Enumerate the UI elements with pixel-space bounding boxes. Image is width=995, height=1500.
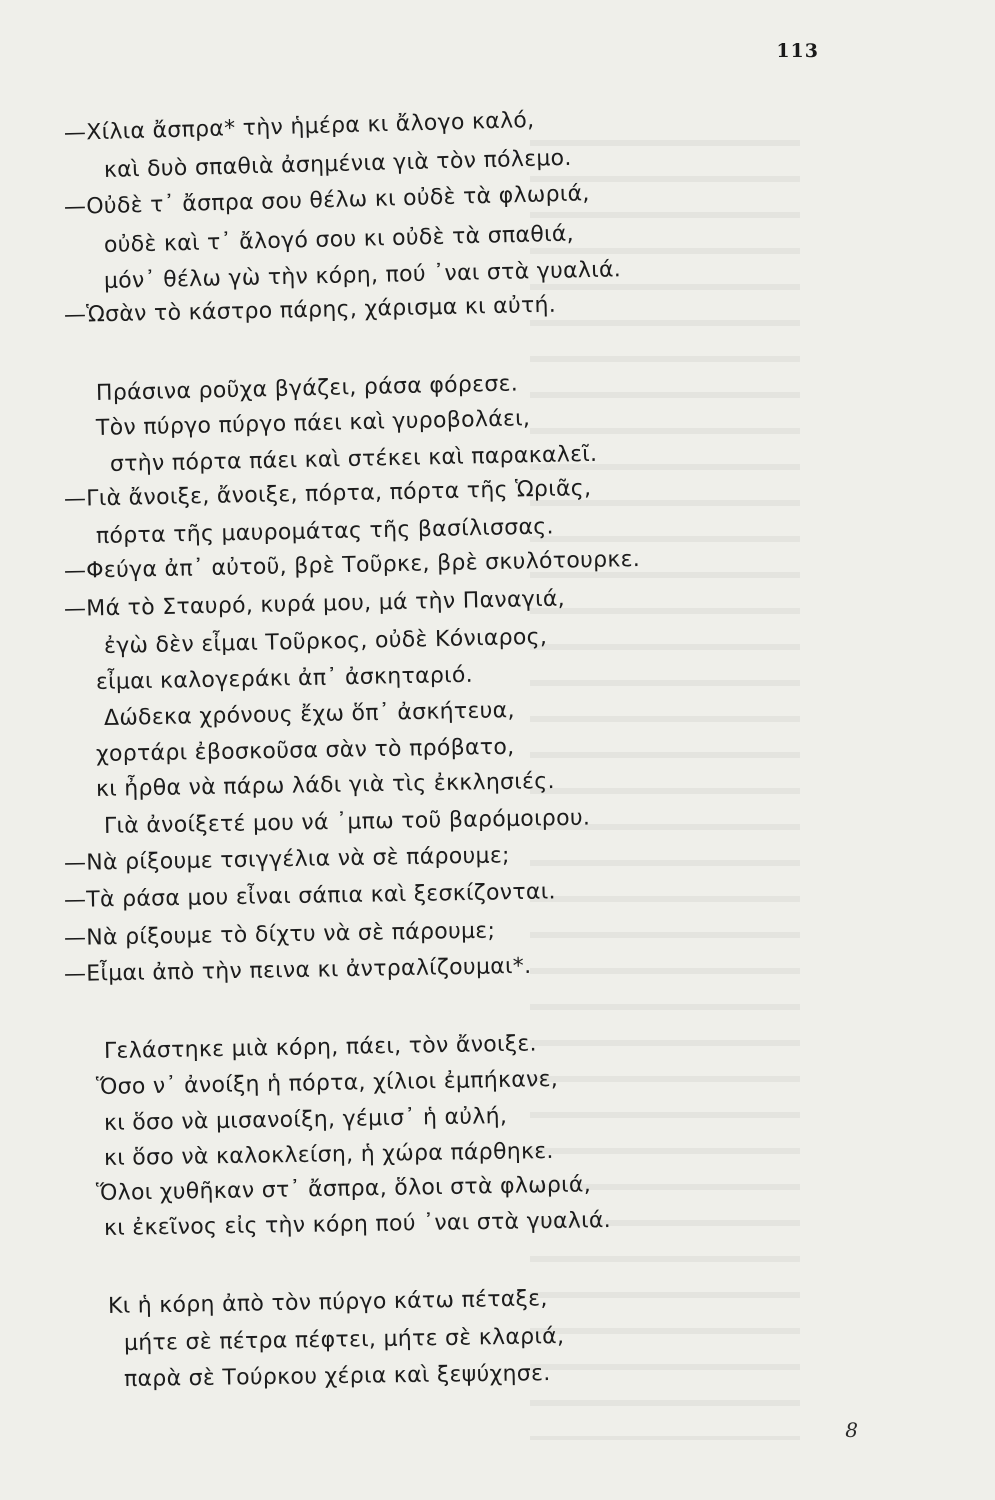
poem-line: —Οὐδὲ τ᾿ ἄσπρα σου θέλω κι οὐδὲ τὰ φλωριά, (63, 181, 590, 220)
poem-line: Δώδεκα χρόνους ἔχω ὅπ᾿ ἀσκήτευα, (103, 698, 515, 731)
poem-line: οὐδὲ καὶ τ᾿ ἄλογό σου κι οὐδὲ τὰ σπαθιά, (103, 221, 575, 258)
poem-line: εἶμαι καλογεράκι ἀπ᾿ ἀσκηταριό. (95, 662, 474, 695)
poem-line: στὴν πόρτα πάει καὶ στέκει καὶ παρακαλεῖ. (109, 441, 598, 477)
poem-line: κι ἦρθα νὰ πάρω λάδι γιὰ τὶς ἐκκλησιές. (95, 768, 555, 802)
poem-line: —Ὡσὰν τὸ κάστρο πάρης, χάρισμα κι αὐτή. (63, 292, 557, 328)
poem-line: —Γιὰ ἄνοιξε, ἄνοιξε, πόρτα, πόρτα τῆς Ὡριᾶς, (63, 475, 592, 512)
poem-line: —Μά τὸ Σταυρό, κυρά μου, μά τὴν Παναγιά, (63, 586, 566, 622)
poem-line: —Χίλια ἄσπρα* τὴν ἡμέρα κι ἄλογο καλό, (63, 107, 535, 146)
poem-line: χορτάρι ἐβοσκοῦσα σὰν τὸ πρόβατο, (95, 734, 515, 767)
poem-line: —Τὰ ράσα μου εἶναι σάπια καὶ ξεσκίζονται. (63, 879, 556, 913)
page-number: 113 (776, 40, 819, 62)
poem-line: Ὅλοι χυθῆκαν στ᾿ ἄσπρα, ὅλοι στὰ φλωριά, (95, 1172, 592, 1206)
poem-line: Τὸν πύργο πύργο πάει καὶ γυροβολάει, (95, 406, 531, 441)
poem-line: μήτε σὲ πέτρα πέφτει, μήτε σὲ κλαριά, (123, 1324, 565, 1356)
poem-line: πόρτα τῆς μαυρομάτας τῆς βασίλισσας. (95, 514, 555, 549)
poem-line: κι ἐκεῖνος εἰς τὴν κόρη πού ᾿ναι στὰ γυαλιά. (103, 1208, 612, 1241)
poem-line: κι ὅσο νὰ καλοκλείση, ἡ χώρα πάρθηκε. (103, 1138, 554, 1171)
poem-line: —Νὰ ρίξουμε τὸ δίχτυ νὰ σὲ πάρουμε; (63, 918, 496, 951)
poem-line: Πράσινα ροῦχα βγάζει, ράσα φόρεσε. (95, 371, 519, 406)
poem-line: μόν᾿ θέλω γὼ τὴν κόρη, πού ᾿ναι στὰ γυαλιά. (103, 257, 622, 294)
poem-line: ἐγὼ δὲν εἶμαι Τοῦρκος, οὐδὲ Κόνιαρος, (103, 624, 548, 659)
reverse-page-bleed-through (530, 120, 800, 1440)
poem-line: —Νὰ ρίξουμε τσιγγέλια νὰ σὲ πάρουμε; (63, 843, 510, 876)
poem-line: Κι ἡ κόρη ἀπὸ τὸν πύργο κάτω πέταξε, (107, 1286, 548, 1319)
poem-line: —Φεύγα ἀπ᾿ αὐτοῦ, βρὲ Τοῦρκε, βρὲ σκυλότουρκε. (63, 546, 641, 584)
poem-line: —Εἶμαι ἀπὸ τὴν πεινα κι ἀντραλίζουμαι*. (63, 953, 532, 987)
poem-line: κι ὅσο νὰ μισανοίξη, γέμισ᾿ ἡ αὐλή, (103, 1103, 508, 1136)
poem-line: παρὰ σὲ Τούρκου χέρια καὶ ξεψύχησε. (123, 1361, 551, 1392)
poem-line: Ὅσο ν᾿ ἀνοίξη ἡ πόρτα, χίλιοι ἐμπήκανε, (95, 1066, 559, 1100)
signature-mark: 8 (845, 1418, 858, 1442)
poem-line: καὶ δυὸ σπαθιὰ ἀσημένια γιὰ τὸν πόλεμο. (103, 145, 573, 183)
poem-line: Γιὰ ἀνοίξετέ μου νά ᾿μπω τοῦ βαρόμοιρου. (103, 805, 591, 839)
poem-line: Γελάστηκε μιὰ κόρη, πάει, τὸν ἄνοιξε. (103, 1031, 538, 1064)
